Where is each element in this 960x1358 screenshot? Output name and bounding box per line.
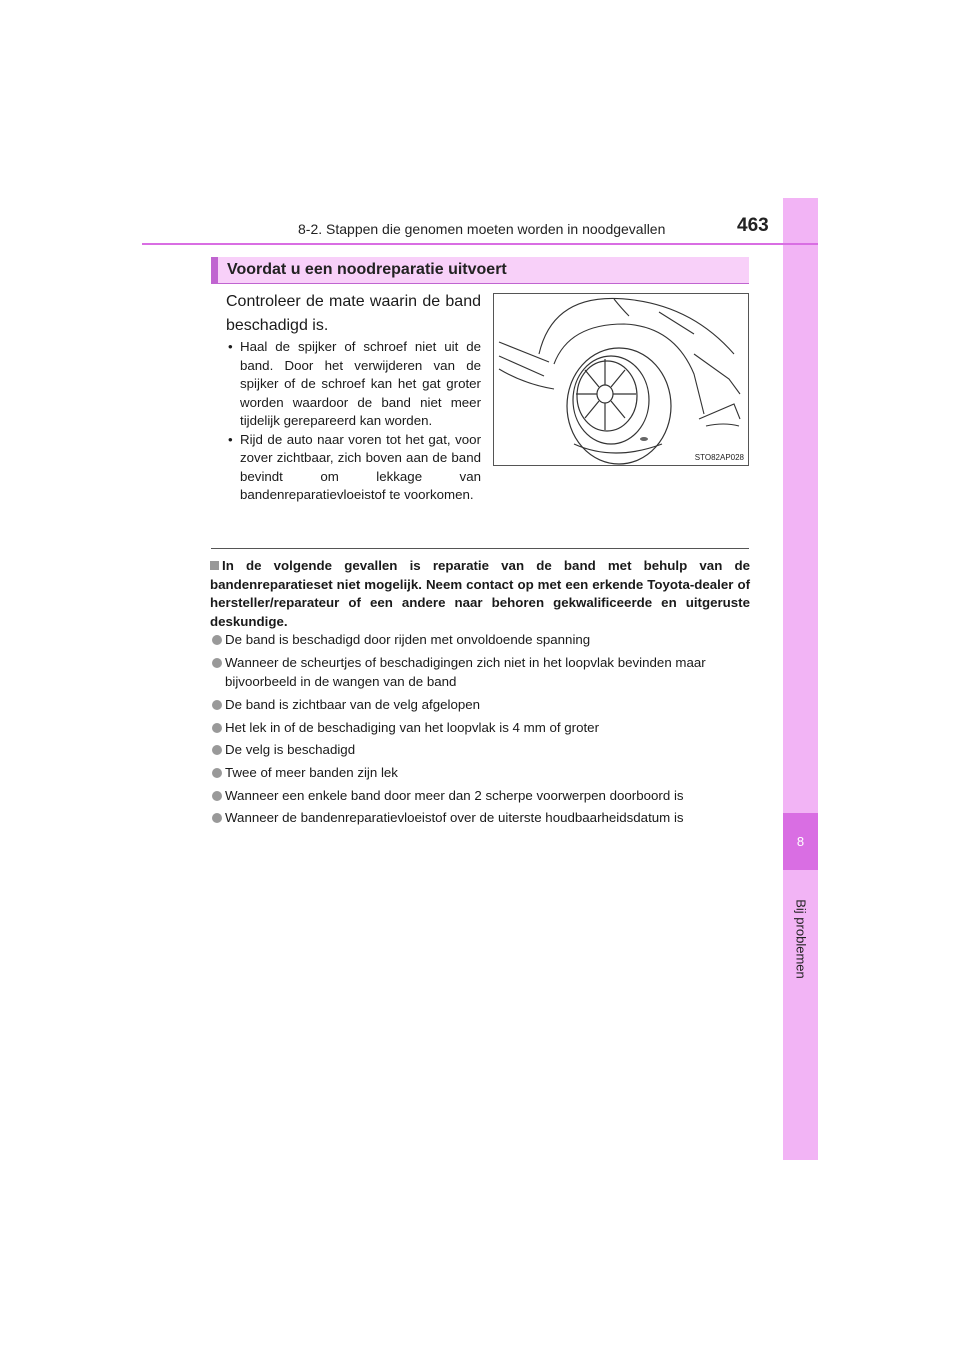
- circle-bullet-icon: [212, 723, 222, 733]
- note-heading: [210, 557, 750, 631]
- condition-item: Wanneer de scheurtjes of beschadigingen zich niet in het loopvlak bevinden maar bijvoorbeeld in de wangen van de band: [212, 654, 752, 691]
- circle-bullet-icon: [212, 658, 222, 668]
- header-rule: [142, 243, 818, 245]
- side-tab: [783, 198, 818, 1160]
- section-divider: [211, 548, 749, 549]
- running-header: 8-2. Stappen die genomen moeten worden in noodgevallen: [298, 221, 666, 237]
- circle-bullet-icon: [212, 791, 222, 801]
- tire-illustration: [493, 293, 749, 466]
- section-title: Voordat u een noodreparatie uitvoert: [227, 261, 507, 278]
- chapter-number-tab: 8: [783, 813, 818, 870]
- instruction-list: [226, 338, 481, 505]
- circle-bullet-icon: [212, 768, 222, 778]
- section-heading-bar: [211, 257, 749, 284]
- chapter-label: Bij problemen: [793, 899, 808, 979]
- circle-bullet-icon: [212, 635, 222, 645]
- condition-item: De velg is beschadigd: [212, 741, 752, 760]
- figure-code: STO82AP028: [694, 453, 744, 462]
- square-bullet-icon: [210, 561, 219, 570]
- condition-item: Twee of meer banden zijn lek: [212, 764, 752, 783]
- instruction-item: • Haal de spijker of schroef niet uit de band. Door het verwijderen van de spijker of de schroef kan het gat groter worden waardoor de band niet meer tijdelijk gerepareerd kan worden.: [228, 339, 481, 428]
- instruction-item: • Rijd de auto naar voren tot het gat, voor zover zichtbaar, zich boven aan de band bevindt om lekkage van bandenreparatievloeistof te voorkomen.: [228, 431, 481, 502]
- chapter-label-tab: [783, 884, 818, 994]
- condition-item: De band is zichtbaar van de velg afgelopen: [212, 696, 752, 715]
- circle-bullet-icon: [212, 700, 222, 710]
- page-number: 463: [737, 215, 769, 236]
- condition-item: De band is beschadigd door rijden met onvoldoende spanning: [212, 631, 752, 650]
- condition-item: Wanneer de bandenreparatievloeistof over de uiterste houdbaarheidsdatum is: [212, 809, 752, 828]
- circle-bullet-icon: [212, 745, 222, 755]
- circle-bullet-icon: [212, 813, 222, 823]
- condition-item: Wanneer een enkele band door meer dan 2 scherpe voorwerpen doorboord is: [212, 787, 752, 806]
- note-heading-text: In de volgende gevallen is reparatie van de band met behulp van de bandenreparatieset niet mogelijk. Neem contact op met een erkende Toyota-dealer of hersteller/reparateur of een andere naar behoren gekwalificeerde en uitgeruste deskundige.: [210, 558, 750, 629]
- instruction-text: Rijd de auto naar voren tot het gat, voor zover zichtbaar, zich boven aan de band bevindt om lekkage van bandenreparatievloeistof te voorkomen.: [240, 431, 481, 502]
- condition-item: Het lek in of de beschadiging van het loopvlak is 4 mm of groter: [212, 719, 752, 738]
- lead-paragraph: Controleer de mate waarin de band beschadigd is.: [226, 293, 481, 334]
- rear-wheel-drawing: [494, 294, 748, 465]
- instruction-text: Haal de spijker of schroef niet uit de band. Door het verwijderen van de spijker of de schroef kan het gat groter worden waardoor de band niet meer tijdelijk gerepareerd kan worden.: [240, 339, 481, 428]
